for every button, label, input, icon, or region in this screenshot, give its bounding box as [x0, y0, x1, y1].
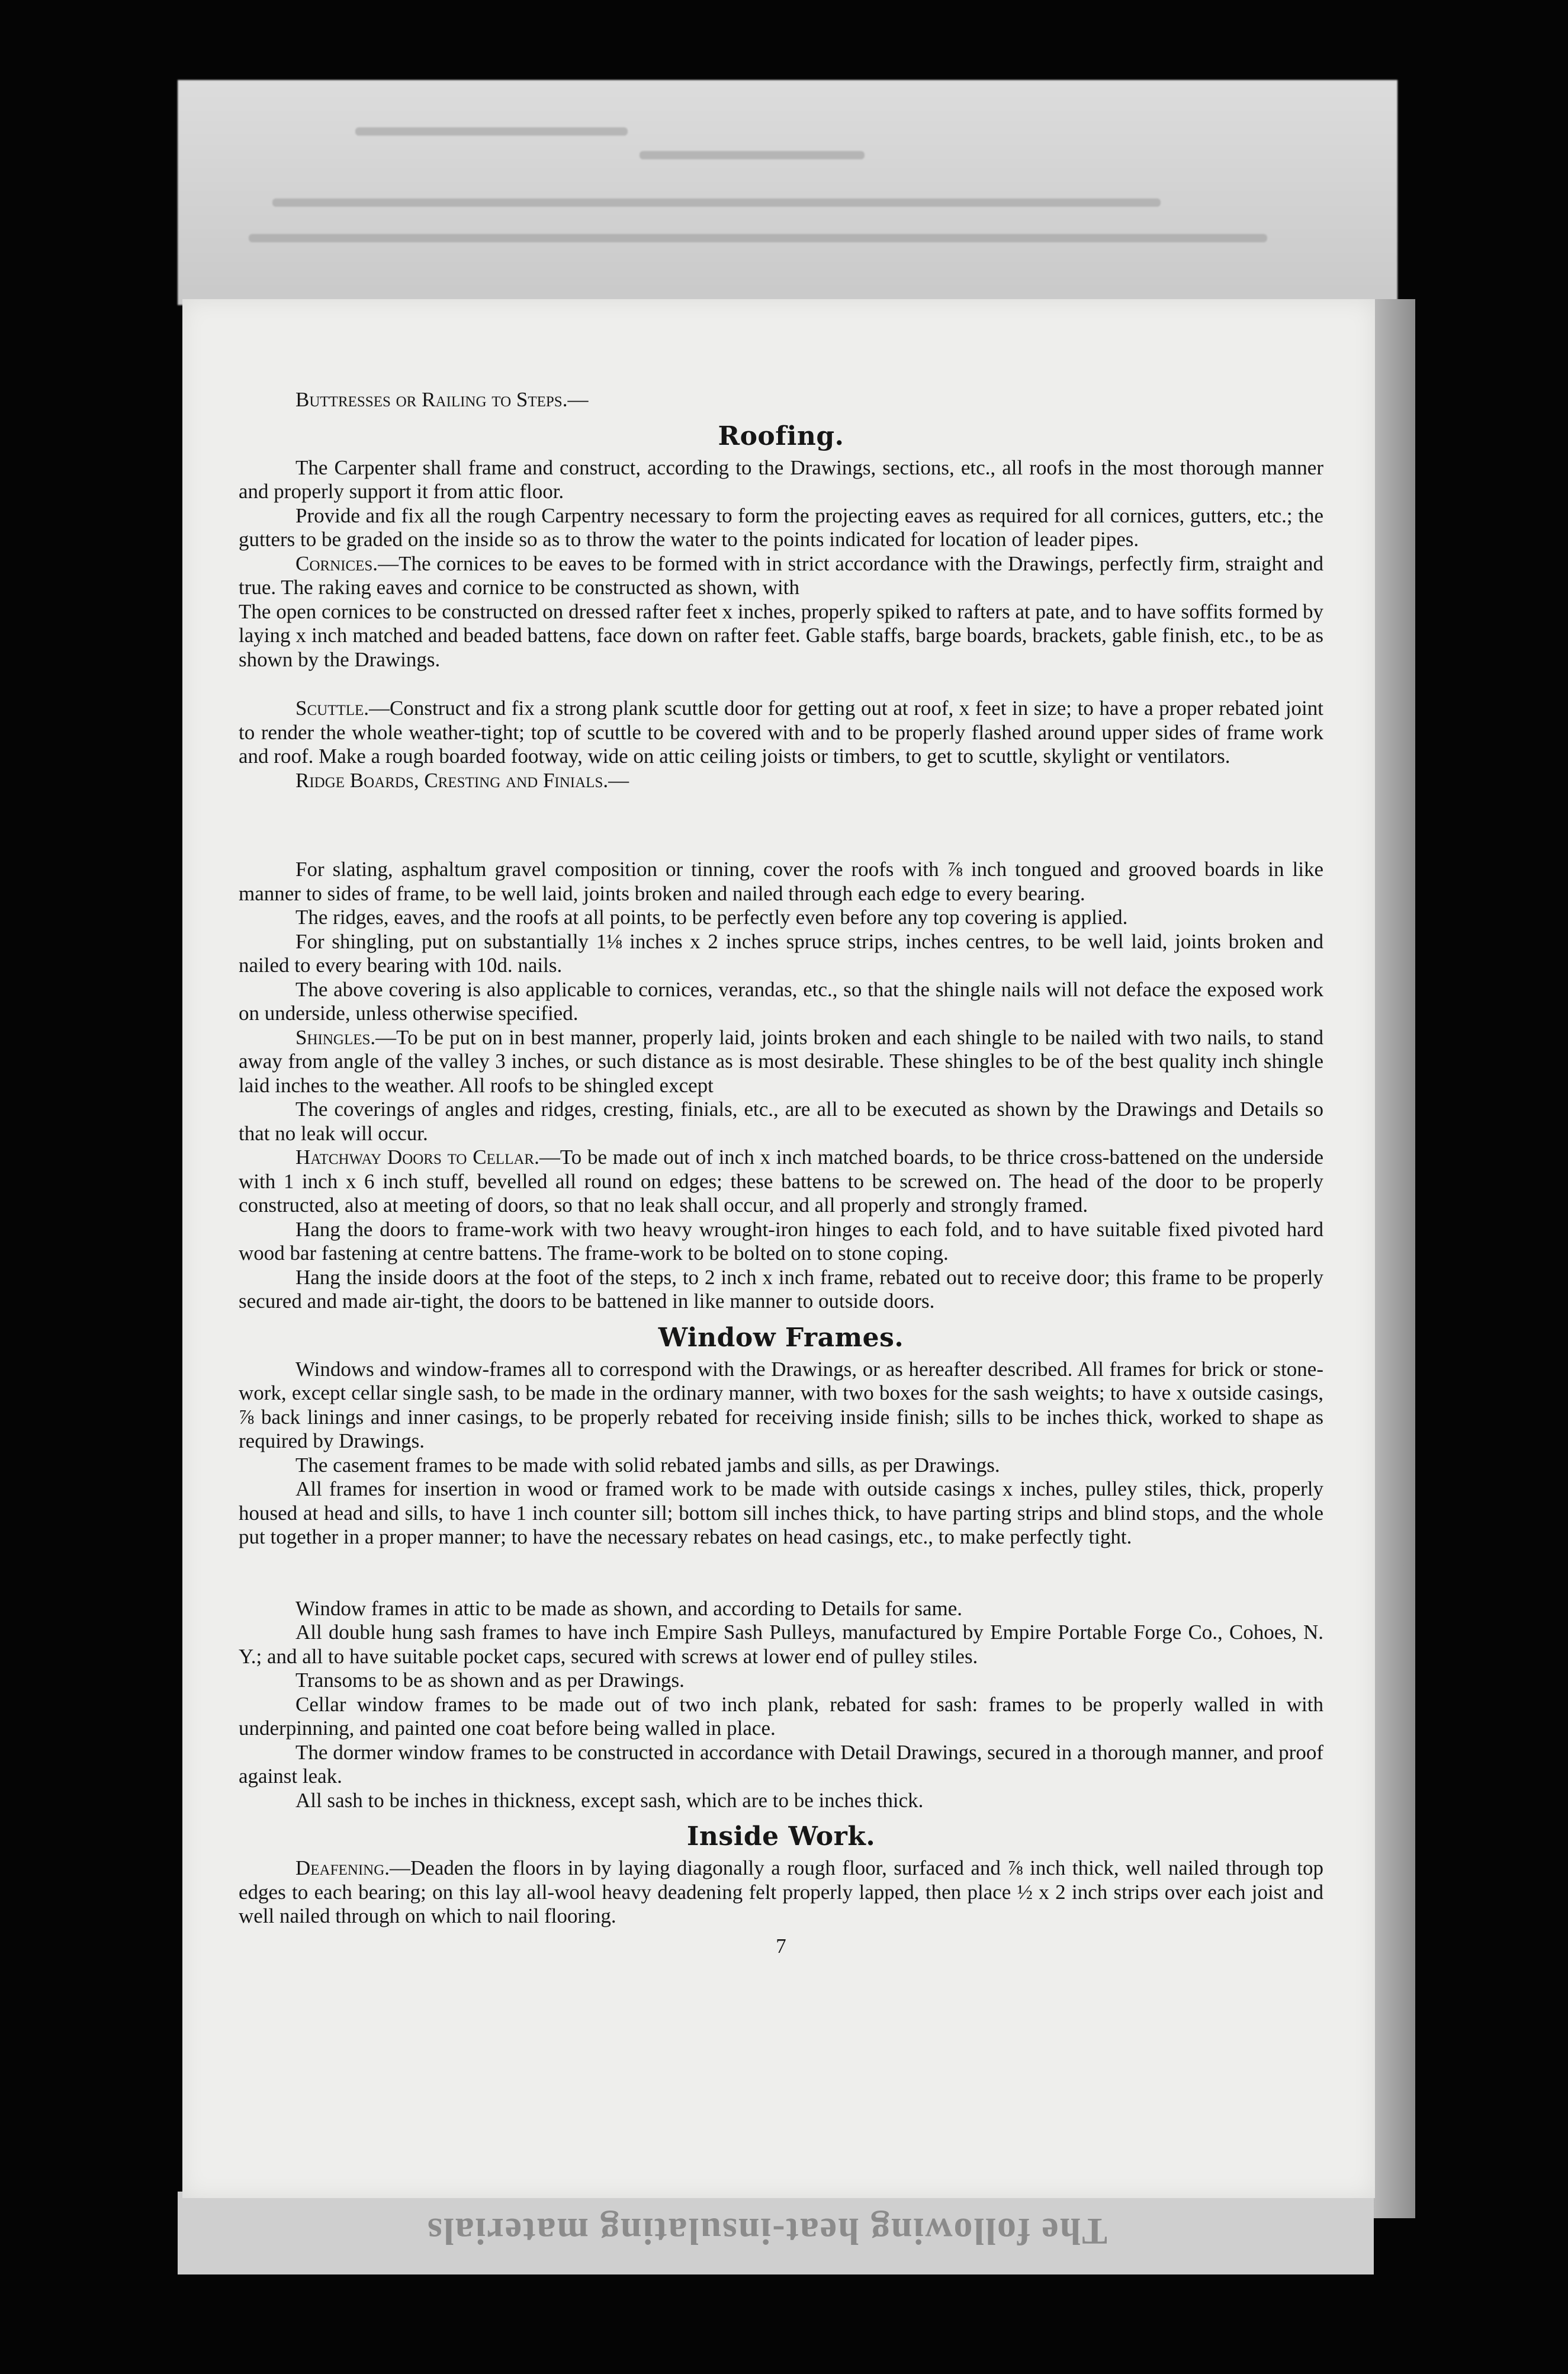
above-covering-paragraph: The above covering is also applicable to cornices, verandas, etc., so that the shingle nails will not deface the exposed work on underside, unless otherwise specified.	[239, 977, 1323, 1025]
scuttle-paragraph: Scuttle.—Construct and fix a strong plank scuttle door for getting out at roof, x feet in size; to have a proper rebated joint to render the whole weather-tight; top of scuttle to be covered with and to be properly flashed around upper sides of frame work and roof. Make a rough boarded footway, wide on attic ceiling joists or timbers, to get to scuttle, skylight or ventilators.	[239, 697, 1323, 768]
buttresses-heading: Buttresses or Railing to Steps.—	[295, 388, 589, 411]
inside-work-title: Inside Work.	[686, 1821, 876, 1852]
sash-pulleys-paragraph: All double hung sash frames to have inch Empire Sash Pulleys, manufactured by Empire Portable Forge Co., Cohoes, N. Y.; and all to have suitable pocket caps, secured with screws at lower end of pulley stiles.	[239, 1621, 1323, 1668]
roofing-paragraph: The Carpenter shall frame and construct, according to the Drawings, sections, etc., all roofs in the most thorough manner and properly support it from attic floor.	[239, 455, 1323, 503]
transoms-paragraph: Transoms to be as shown and as per Drawings.	[295, 1669, 685, 1692]
roofing-title: Roofing.	[718, 421, 844, 451]
hang-doors-paragraph: Hang the doors to frame-work with two heavy wrought-iron hinges to each fold, and to have suitable fixed pivoted hard wood bar fastening at centre battens. The frame-work to be bolted on to stone coping.	[239, 1217, 1323, 1265]
shingles-label: Shingles.	[295, 1025, 376, 1049]
attic-windows-paragraph: Window frames in attic to be made as shown, and according to Details for same.	[295, 1596, 963, 1620]
window-frames-title: Window Frames.	[658, 1322, 904, 1353]
hang-inside-doors-paragraph: Hang the inside doors at the foot of the steps, to 2 inch x inch frame, rebated out to receive door; this frame to be properly secured and made air-tight, the doors to be battened in like manner to outside doors.	[239, 1265, 1323, 1313]
mirrored-bleed-text: The following heat-insulating materials	[426, 2211, 1108, 2253]
coverings-paragraph: The coverings of angles and ridges, cresting, finials, etc., are all to be executed as shown by the Drawings and Details so that no leak will occur.	[239, 1098, 1323, 1145]
frames-insertion-paragraph: All frames for insertion in wood or framed work to be made with outside casings x inches, pulley stiles, thick, properly housed at head and sills, to have 1 inch counter sill; bottom sill inches thick, to have parting strips and blind stops, and the whole put together in a proper manner; to have the necessary rebates on head casings, etc., to make perfectly tight.	[239, 1477, 1323, 1548]
cornices-label: Cornices.	[295, 551, 378, 575]
cellar-windows-paragraph: Cellar window frames to be made out of two inch plank, rebated for sash: frames to be properly walled in with underpinning, and painted one coat before being walled in place.	[239, 1692, 1323, 1740]
slating-paragraph: For slating, asphaltum gravel composition or tinning, cover the roofs with ⅞ inch tongued and grooved boards in like manner to sides of frame, to be well laid, joints broken and nailed through each edge to every bearing.	[239, 858, 1323, 905]
page-edge-shadow	[1368, 299, 1415, 2218]
hatchway-label: Hatchway Doors to Cellar.	[295, 1146, 539, 1169]
scuttle-label: Scuttle.	[295, 697, 369, 720]
page-content	[239, 388, 1323, 1958]
cornices-paragraph: Cornices.—The cornices to be eaves to be formed with in strict accordance with the Drawings, perfectly firm, straight and true. The raking eaves and cornice to be constructed as shown, with	[239, 551, 1323, 599]
dormer-windows-paragraph: The dormer window frames to be constructed in accordance with Detail Drawings, secured in a thorough manner, and proof against leak.	[239, 1740, 1323, 1788]
ridges-paragraph: The ridges, eaves, and the roofs at all points, to be perfectly even before any top covering is applied.	[295, 906, 1128, 929]
cornices-paragraph-2: The open cornices to be constructed on dressed rafter feet x inches, properly spiked to rafters at pate, and to have soffits formed by laying x inch matched and beaded battens, face down on rafter feet. Gable staffs, barge boards, brackets, gable finish, etc., to be as shown by the Drawings.	[239, 599, 1323, 671]
mirrored-bleed-strip	[178, 2192, 1374, 2274]
document-page	[182, 299, 1375, 2198]
deafening-paragraph: Deafening.—Deaden the floors in by laying diagonally a rough floor, surfaced and ⅞ inch thick, well nailed through top edges to each bearing; on this lay all-wool heavy deadening felt properly lapped, then place ½ x 2 inch strips over each joist and well nailed through on which to nail flooring.	[239, 1856, 1323, 1927]
underlying-sheet	[178, 80, 1397, 305]
shingles-paragraph: Shingles.—To be put on in best manner, properly laid, joints broken and each shingle to be nailed with two nails, to stand away from angle of the valley 3 inches, or such distance as is most desirable. These shingles to be of the best quality inch shingle laid inches to the weather. All roofs to be shingled except	[239, 1025, 1323, 1097]
page-number: 7	[776, 1934, 786, 1958]
shingling-paragraph: For shingling, put on substantially 1⅛ inches x 2 inches spruce strips, inches centres, to be well laid, joints broken and nailed to every bearing with 10d. nails.	[239, 929, 1323, 977]
casement-paragraph: The casement frames to be made with solid rebated jambs and sills, as per Drawings.	[295, 1453, 1000, 1477]
sash-thickness-paragraph: All sash to be inches in thickness, except sash, which are to be inches thick.	[295, 1788, 924, 1812]
hatchway-paragraph: Hatchway Doors to Cellar.—To be made out of inch x inch matched boards, to be thrice cross-battened on the underside with 1 inch x 6 inch stuff, bevelled all round on edges; these battens to be screwed on. The head of the door to be properly constructed, also at meeting of doors, so that no leak shall occur, and all properly and strongly framed.	[239, 1146, 1323, 1217]
windows-paragraph: Windows and window-frames all to correspond with the Drawings, or as hereafter described. All frames for brick or stone-work, except cellar single sash, to be made in the ordinary manner, with two boxes for the sash weights; to have x outside casings, ⅞ back linings and inner casings, to be properly rebated for receiving inside finish; sills to be inches thick, worked to shape as required by Drawings.	[239, 1357, 1323, 1452]
roofing-paragraph: Provide and fix all the rough Carpentry necessary to form the projecting eaves as required for all cornices, gutters, etc.; the gutters to be graded on the inside so as to throw the water to the points indicated for location of leader pipes.	[239, 503, 1323, 551]
deafening-label: Deafening.	[295, 1856, 390, 1879]
ridge-heading: Ridge Boards, Cresting and Finials.—	[295, 768, 629, 792]
